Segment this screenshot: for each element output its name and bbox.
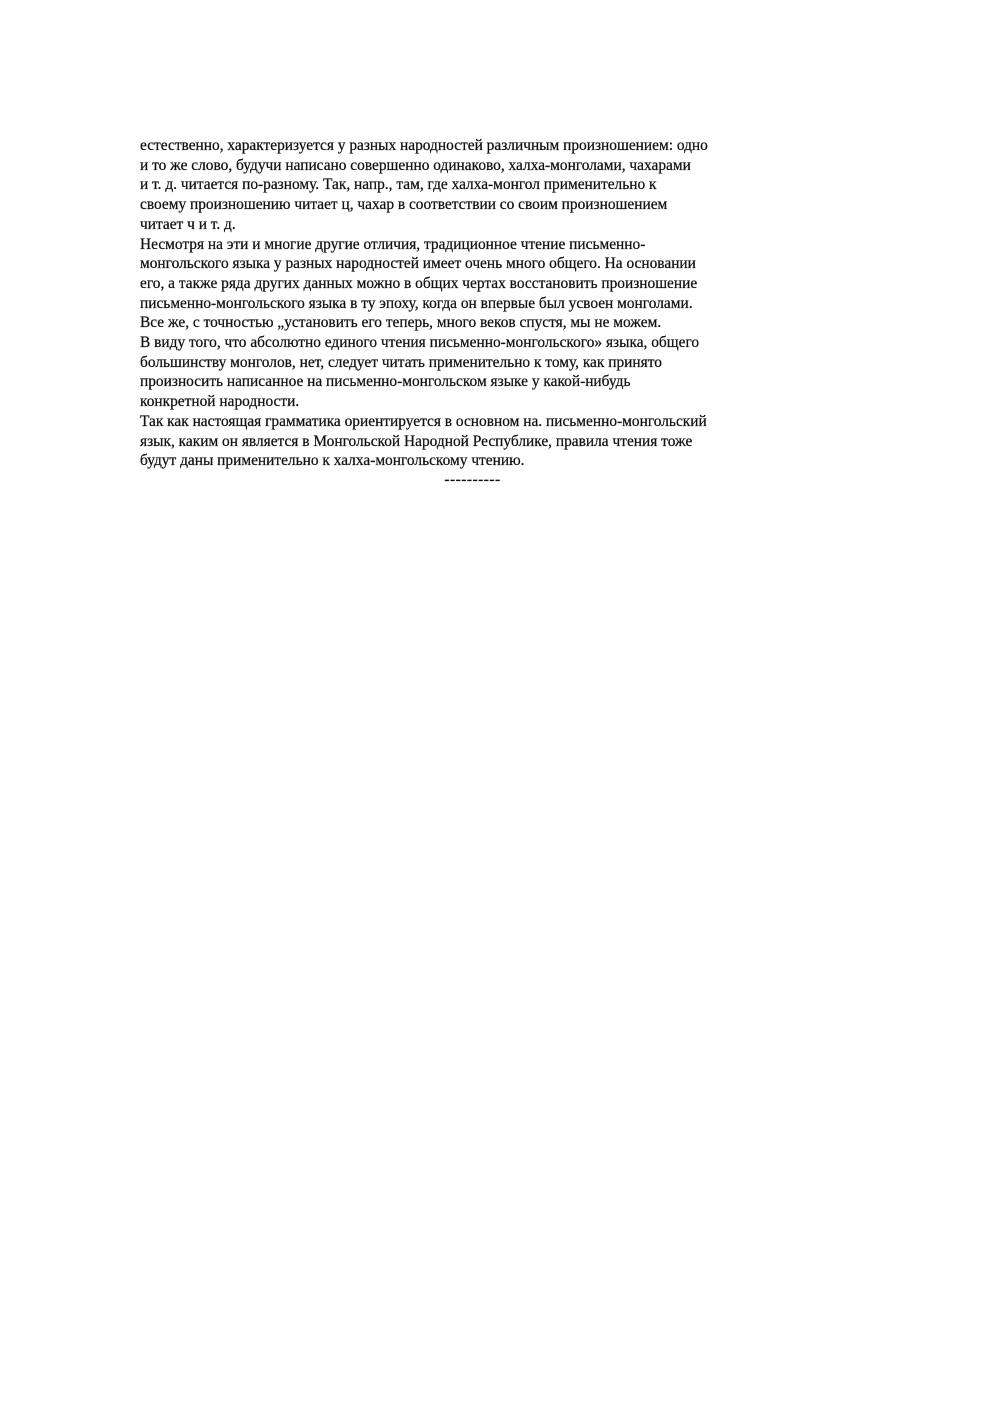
paragraph-grammar-orientation: Так как настоящая грамматика ориентируется в основном на. письменно-монгольский язык, каким он является в Монгольской Народной Республике, правила чтения тоже будут даны применительно к халха-монгольскому чтению. (140, 412, 707, 470)
document-page (140, 136, 809, 489)
section-separator: ---------- (444, 470, 501, 488)
paragraph-pronunciation-differences: естественно, характеризуется у разных народностей различным произношением: одно и то же слово, будучи написано совершенно одинаково, халха-монголами, чахарами и т. д. читается по-разному. Так, напр., там, где халха-монгол применительно к своему произношению читает ц, чахар в соответствии со своим произношением читает ч и т. д. (140, 137, 708, 233)
paragraph-traditional-reading: Несмотря на эти и многие другие отличия, традиционное чтение письменно- монгольского языка у разных народностей имеет очень много общего. На основании его, а также ряда других данных можно в общих чертах восстановить произношение письменно-монгольского языка в ту эпоху, когда он впервые был усвоен монголами. Все же, с точностью „установить его теперь, много веков спустя, мы не можем. (140, 235, 698, 332)
paragraph-no-unified-reading: В виду того, что абсолютно единого чтения письменно-монгольского» языка, общего большинству монголов, нет, следует читать применительно к тому, как принято произносить написанное на письменно-монгольском языке у какой-нибудь конкретной народности. (140, 334, 700, 411)
